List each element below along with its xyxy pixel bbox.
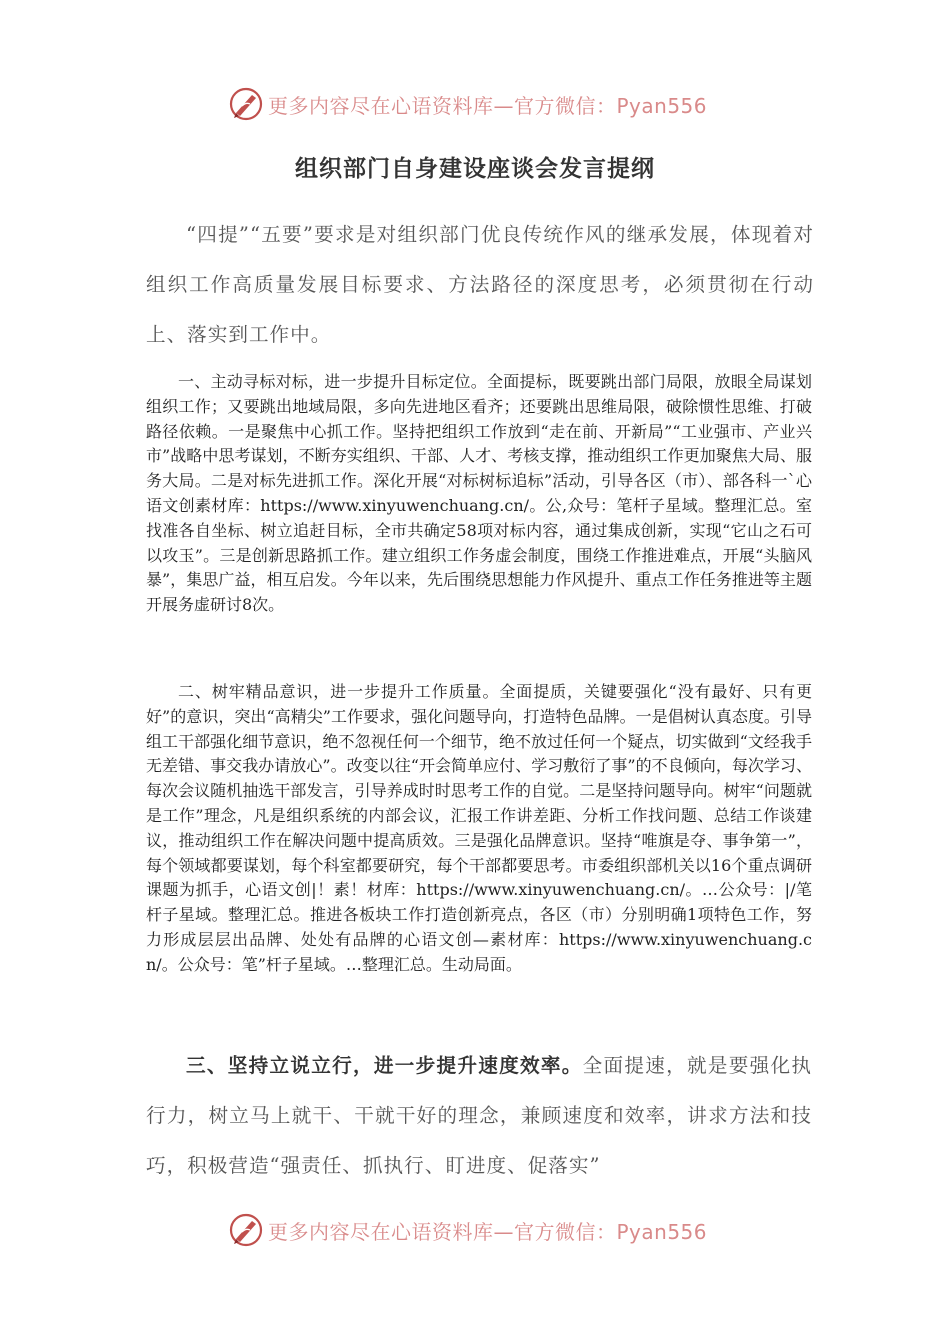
- section-2-paragraph: 二、树牢精品意识，进一步提升工作质量。全面提质，关键要强化“没有最好、只有更好”的意识，突出“高精尖”工作要求，强化问题导向，打造特色品牌。一是倡树认真态度。引导组工干部强化细节意识，绝不忽视任何一个细节，绝不放过任何一个疑点，切实做到“文经我手无差错、事交我办请放心”。改变以往“开会简单应付、学习敷衍了事”的不良倾向，每次学习、每次会议随机抽选干部发言，引导养成时时思考工作的自觉。二是坚持问题导向。树牢“问题就是工作”理念，凡是组织系统的内部会议，汇报工作讲差距、分析工作找问题、总结工作谈建议，推动组织工作在解决问题中提高质效。三是强化品牌意识。坚持“唯旗是夺、事争第一”，每个领域都要谋划，每个科室都要研究，每个干部都要思考。市委组织部机关以16个重点调研课题为抓手，心语文创|！素！材库：https://www.xinyuwenchuang.cn/。…公众号：|/笔杆子星域。整理汇总。推进各板块工作打造创新亮点，各区（市）分别明确1项特色工作，努力形成层层出品牌、处处有品牌的心语文创—素材库：https://www.xinyuwenchuang.cn/。公众号：笔”杆子星域。…整理汇总。生动局面。: [146, 682, 812, 974]
- pen-logo-icon: [228, 1212, 264, 1248]
- section-3-text: 全面提速，就是要强化执行力，树立马上就干、干就干好的理念，兼顾速度和效率，讲求方法和技巧，积极营造“强责任、抓执行、盯进度、促落实”: [146, 1054, 813, 1177]
- pen-logo-icon: [228, 86, 264, 122]
- document-title: 组织部门自身建设座谈会发言提纲: [295, 156, 655, 182]
- section-3-heading: 三、坚持立说立行，进一步提升速度效率。: [186, 1054, 583, 1077]
- banner-text: 更多内容尽在心语资料库—官方微信：Pyan556: [268, 93, 708, 118]
- banner-text: 更多内容尽在心语资料库—官方微信：Pyan556: [268, 1219, 708, 1244]
- section-1-paragraph: 一、主动寻标对标，进一步提升目标定位。全面提标，既要跳出部门局限，放眼全局谋划组织工作；又要跳出地域局限，多向先进地区看齐；还要跳出思维局限，破除惯性思维、打破路径依赖。一是聚焦中心抓工作。坚持把组织工作放到“走在前、开新局”“工业强市、产业兴市”战略中思考谋划，不断夯实组织、干部、人才、考核支撑，推动组织工作更加聚焦大局、服务大局。二是对标先进抓工作。深化开展“对标树标追标”活动，引导各区（市）、部各科一`心语文创素材库：https://www.xinyuwenchuang.cn/。公,众号：笔杆子星域。整理汇总。室找准各自坐标、树立追赶目标，全市共确定58项对标内容，通过集成创新，实现“它山之石可以攻玉”。三是创新思路抓工作。建立组织工作务虚会制度，围绕工作推进难点，开展“头脑风暴”，集思广益，相互启发。今年以来，先后围绕思想能力作风提升、重点工作任务推进等主题开展务虚研讨8次。: [146, 372, 812, 615]
- header-banner: [228, 82, 748, 126]
- intro-paragraph: “四提”“五要”要求是对组织部门优良传统作风的继承发展，体现着对组织工作高质量发展目标要求、方法路径的深度思考，必须贯彻在行动上、落实到工作中。: [146, 223, 814, 346]
- footer-banner: [228, 1208, 748, 1252]
- section-3-paragraph: [146, 1041, 812, 1191]
